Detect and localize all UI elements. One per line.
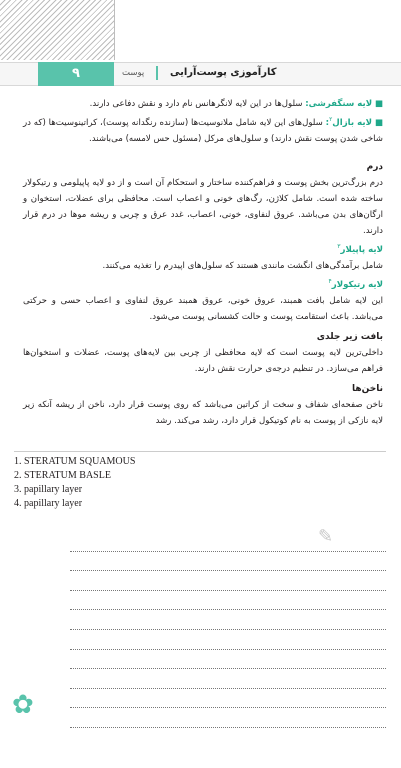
footnote-item: 1. STERATUM SQUAMOUS <box>14 456 136 467</box>
note-line <box>70 669 386 689</box>
papillary-text: شامل برآمدگی‌های انگشت مانندی هستند که سلول‌های اپیدرم را تغذیه می‌کنند. <box>102 260 383 271</box>
basal-text: سلول‌های این لایه شامل ملانوسیت‌ها (سازنده رنگدانه پوست)، کراتینوسیت‌ها (که در شاخی شدن پوست نقش دارند) و سلول‌های مرکل (مسئول حس لامسه) می‌باشند. <box>23 117 383 144</box>
note-line <box>70 552 386 572</box>
footnote-marker: ۴ <box>328 277 332 285</box>
note-line <box>70 650 386 670</box>
note-line <box>70 591 386 611</box>
note-line <box>70 708 386 728</box>
nails-text: ناخن صفحه‌ای شفاف و سخت از کراتین می‌باشد که روی پوست قرار دارد، ناخن از ریشه آنکه زیر لایه نازکی از پوست به نام کوتیکول قرار دارد، رشد می‌کند. رشد <box>23 399 383 426</box>
footnote-item: 4. papillary layer <box>14 498 83 509</box>
book-title: کارآموزی پوست‌آرایی <box>170 67 277 78</box>
page-number: ۹ <box>38 62 114 86</box>
dermis-text: درم بزرگ‌ترین بخش پوست و فراهم‌کننده ساختار و استحکام آن است و از دو لایه پاپیلومی و رتیکولار ساخته شده است. شامل کلاژن، رگ‌های خونی و اعصاب است. محافظی برای عضلات، استخوان و ارگان‌های بدن می‌باشد. عروق لنفاوی، خونی، اعصاب، غدد عرق و چربی و ریشه موها در درم قرار دارند. <box>23 177 383 236</box>
note-line <box>70 630 386 650</box>
note-line <box>70 532 386 552</box>
note-line <box>70 571 386 591</box>
footnote-item: 2. STERATUM BASLE <box>14 470 111 481</box>
main-text-block <box>23 96 383 429</box>
spinous-label: لایه سنگفرشی <box>308 99 373 109</box>
basal-paragraph: ■ لایه بازال$^۲$: سلول‌های این لایه شامل ملانوسیت‌ها (سازنده رنگدانه پوست)، کراتینوسیت‌ها (که در شاخی شدن پوست نقش دارند) و سلول‌های مرکل (مسئول حس لامسه) می‌باشند. <box>23 116 384 144</box>
dermis-heading: درم <box>366 161 383 172</box>
spinous-text: سلول‌ها در این لایه لانگرهانس نام دارد و نقش دفاعی دارند. <box>89 99 303 109</box>
footnote-item: 3. papillary layer <box>14 484 83 495</box>
subcutaneous-text: داخلی‌ترین لایه پوست است که لایه محافظی از چربی بین لایه‌های پوست، عضلات و استخوان‌ها فراهم می‌سازد. در تنظیم درجه‌ی حرارت نقش دارند. <box>23 347 383 374</box>
papillary-heading <box>23 239 383 258</box>
publisher-logo-icon: ✿ <box>12 690 34 720</box>
reticular-text: این لایه شامل بافت همبند، عروق خونی، عروق همبند عروق لنفاوی و اعصاب حسی و حرکتی می‌باشد. باعث استقامت پوست و حالت کشسانی پوست می‌شود. <box>23 295 383 322</box>
decorative-hatch-panel <box>0 0 115 60</box>
square-bullet-icon: ■ <box>374 117 384 128</box>
subcutaneous-heading: بافت زیر جلدی <box>316 331 383 342</box>
square-bullet-icon: ■ <box>374 99 383 109</box>
note-line <box>70 689 386 709</box>
notes-pen-icon: ✎ <box>318 526 334 547</box>
basal-label: لایه بازال <box>332 117 372 128</box>
nails-heading: ناخن‌ها <box>352 383 383 394</box>
spinous-paragraph: ■ لایه سنگفرشی: سلول‌ها در این لایه لانگرهانس نام دارد و نقش دفاعی دارند. <box>89 99 383 109</box>
reticular-label: لایه رتیکولار <box>331 279 383 290</box>
header-separator <box>156 66 158 80</box>
footnote-marker: ۲ <box>329 116 333 123</box>
footnote-marker: ۳ <box>337 242 341 250</box>
reticular-heading <box>23 274 383 293</box>
chapter-name: پوست <box>122 68 145 78</box>
footnote-divider <box>14 451 386 452</box>
footnotes <box>14 455 314 511</box>
notes-area <box>70 532 386 728</box>
papillary-label: لایه پاپیلار <box>340 244 383 255</box>
note-line <box>70 610 386 630</box>
